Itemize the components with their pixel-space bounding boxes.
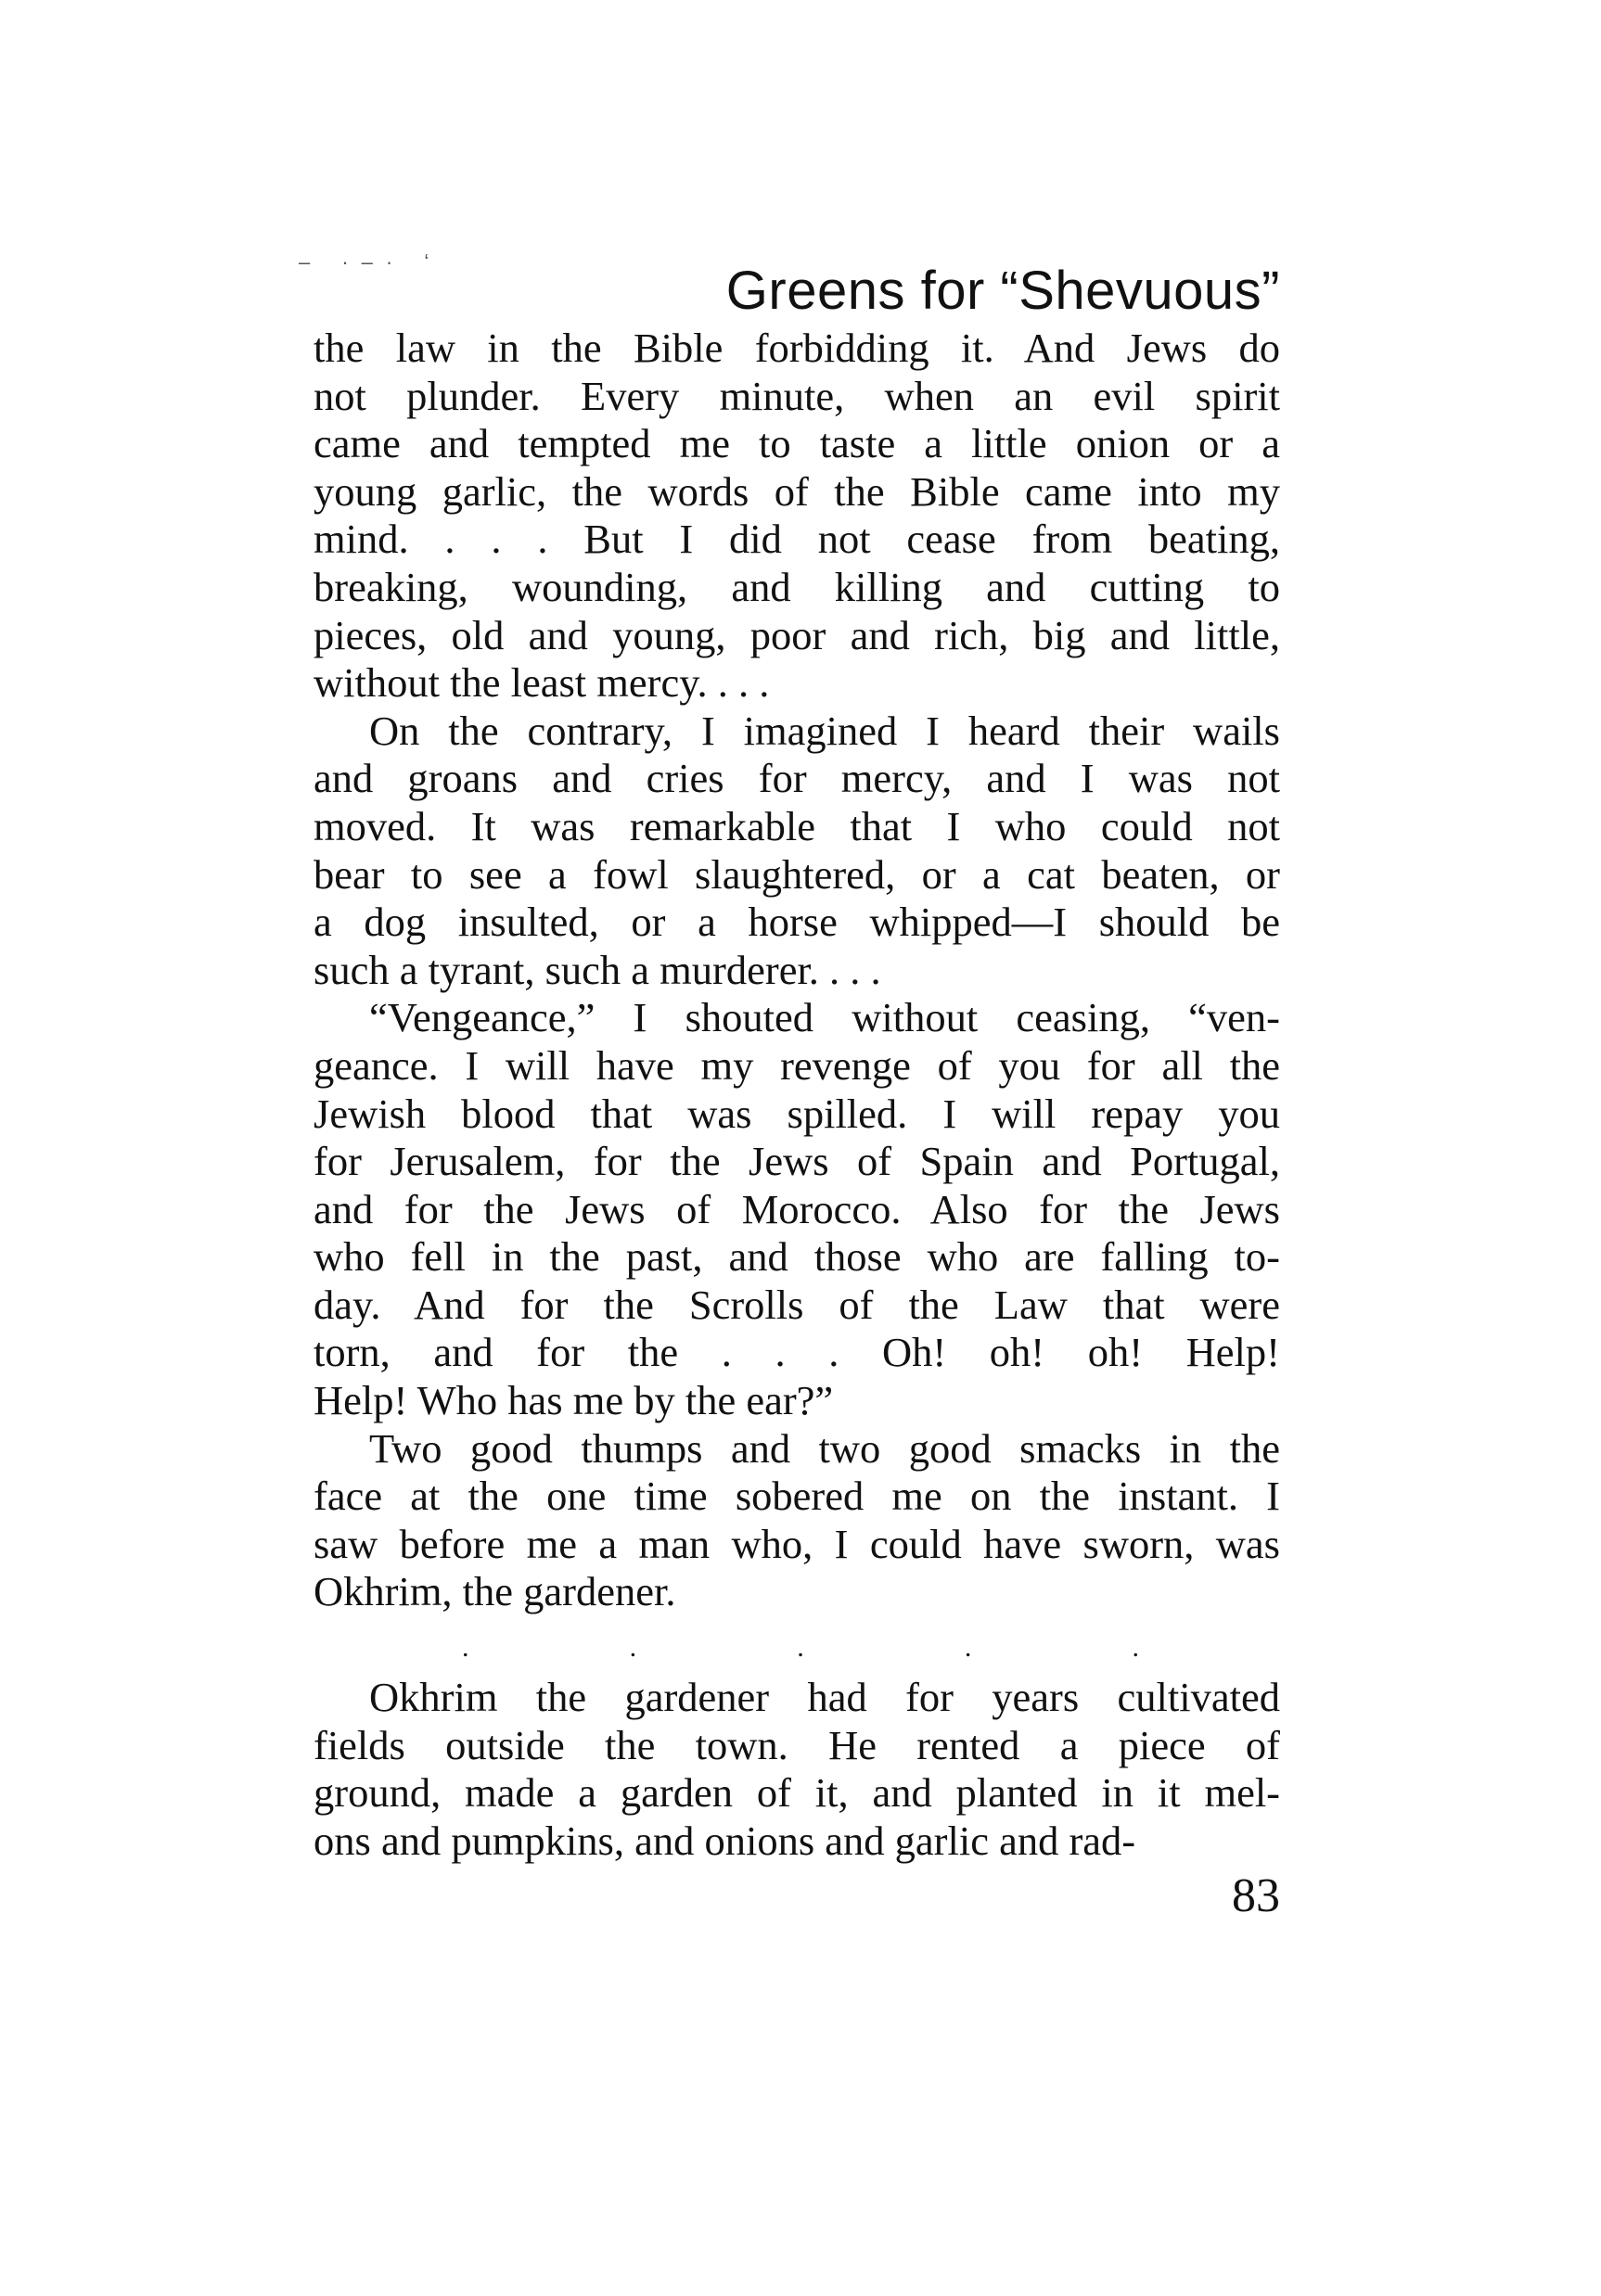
ornament-dot: . (1132, 1632, 1139, 1664)
paragraph (314, 1425, 1280, 1616)
page-number: 83 (1232, 1869, 1280, 1923)
text-line: such a tyrant, such a murderer. . . . (314, 946, 881, 993)
closing-text (314, 1674, 1280, 1865)
section-break-ornament (462, 1629, 1139, 1666)
paragraph (314, 1674, 1280, 1865)
text-line: young garlic, the words of the Bible came into my (314, 467, 1280, 515)
text-line: pieces, old and young, poor and rich, big and little, (314, 611, 1280, 658)
text-line: moved. It was remarkable that I who could not (314, 802, 1280, 849)
paragraph (314, 708, 1280, 995)
ornament-dot: . (964, 1632, 972, 1664)
paragraph (314, 325, 1280, 708)
text-line: Okhrim the gardener had for years cultivated (369, 1674, 1280, 1721)
text-line: mind. . . . But I did not cease from beating, (314, 516, 1280, 563)
text-line: not plunder. Every minute, when an evil spirit (314, 372, 1280, 419)
header-specks: ‒ ·‒· ʻ (299, 250, 442, 274)
text-line: torn, and for the . . . Oh! oh! oh! Help! (314, 1329, 1280, 1376)
text-line: Jewish blood that was spilled. I will repay you (314, 1090, 1280, 1137)
text-line: came and tempted me to taste a little onion or a (314, 420, 1280, 467)
text-line: saw before me a man who, I could have sworn, was (314, 1520, 1280, 1567)
text-line: Two good thumps and two good smacks in the (369, 1424, 1280, 1472)
text-line: fields outside the town. He rented a piece of (314, 1721, 1280, 1768)
text-line: Help! Who has me by the ear?” (314, 1377, 834, 1424)
text-line: the law in the Bible forbidding it. And Jews do (314, 325, 1280, 371)
text-line: a dog insulted, or a horse whipped—I should be (314, 899, 1280, 946)
body-text (314, 325, 1280, 1616)
ornament-dot: . (797, 1632, 804, 1664)
text-line: ons and pumpkins, and onions and garlic and rad- (314, 1817, 1136, 1864)
text-line: Okhrim, the gardener. (314, 1568, 676, 1615)
ornament-dot: . (629, 1632, 637, 1664)
text-line: and groans and cries for mercy, and I was not (314, 755, 1280, 802)
text-line: face at the one time sobered me on the instant. I (314, 1473, 1280, 1520)
text-line: for Jerusalem, for the Jews of Spain and Portugal, (314, 1138, 1280, 1185)
text-line: “Vengeance,” I shouted without ceasing, “ven- (369, 994, 1280, 1041)
text-line: breaking, wounding, and killing and cutting to (314, 563, 1280, 610)
running-head: Greens for “Shevuous” (725, 261, 1280, 321)
text-line: without the least mercy. . . . (314, 659, 770, 707)
text-line: geance. I will have my revenge of you for all the (314, 1041, 1280, 1089)
ornament-dot: . (462, 1632, 469, 1664)
text-line: On the contrary, I imagined I heard their wails (369, 707, 1280, 754)
text-line: and for the Jews of Morocco. Also for the Jews (314, 1185, 1280, 1232)
paragraph (314, 994, 1280, 1424)
text-line: who fell in the past, and those who are falling to- (314, 1233, 1280, 1281)
text-line: ground, made a garden of it, and planted in it mel- (314, 1769, 1280, 1817)
text-line: day. And for the Scrolls of the Law that were (314, 1281, 1280, 1328)
book-page (314, 261, 1280, 1924)
text-line: bear to see a fowl slaughtered, or a cat beaten, or (314, 850, 1280, 898)
